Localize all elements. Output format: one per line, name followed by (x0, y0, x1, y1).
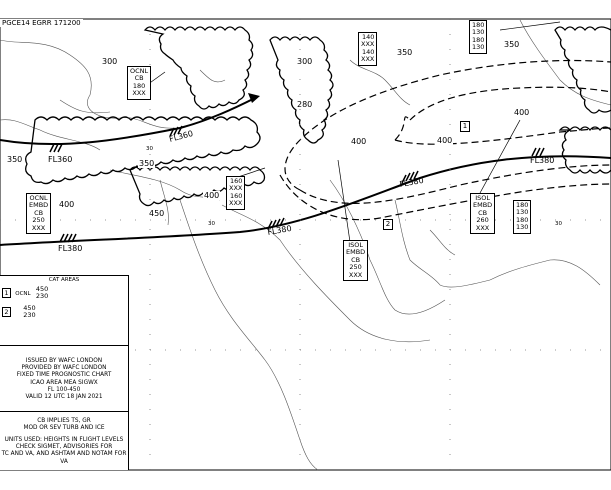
jet-level-label: FL380 (58, 244, 83, 253)
chart-header: PGCE14 EGRR 171200 (2, 19, 81, 27)
level-label: 280 (297, 100, 313, 109)
level-label: 350 (504, 40, 520, 49)
cb-info-box: OCNL CB 180 XXX (127, 66, 151, 100)
level-label: 350 (139, 159, 155, 168)
level-label: 300 (102, 57, 118, 66)
level-label: 400 (514, 108, 530, 117)
level-label: 400 (351, 137, 367, 146)
issuer-info: ISSUED BY WAFC LONDON PROVIDED BY WAFC LONDON FIXED TIME PROGNOSTIC CHART ICAO AREA MEA SIGWX FL 100-450 VALID 12 UTC 18 JAN 2021 (16, 358, 112, 401)
turbulence-info-box: 140 XXX 140 XXX (358, 32, 377, 66)
level-label: 350 (397, 48, 413, 57)
jet-level-label: FL380 (266, 223, 293, 237)
turbulence-info-box: 160 XXX 160 XXX (226, 176, 245, 210)
level-label: 400 (437, 136, 453, 145)
cb-note: CB IMPLIES TS, GR MOD OR SEV TURB AND ICE (23, 418, 105, 432)
level-label: 350 (7, 155, 23, 164)
turbulence-info-box: 180 130 180 130 (469, 20, 487, 54)
cat-areas-title: CAT AREAS (48, 277, 80, 283)
jet-level-label: FL380 (530, 156, 555, 165)
units-note: UNITS USED: HEIGHTS IN FLIGHT LEVELS CHECK SIGMET, ADVISORIES FOR TC AND VA, AND ASHTAM AND NOTAM FOR VA (1, 437, 127, 465)
level-label: 450 (149, 209, 165, 218)
level-label: 400 (204, 191, 220, 200)
jet-level-label: FL360 (168, 128, 195, 144)
level-label: 400 (59, 200, 75, 209)
jet-level-label: FL360 (48, 155, 73, 164)
grid-label: 30 (208, 221, 215, 227)
cb-info-box: OCNL EMBD CB 250 XXX (26, 193, 51, 234)
grid-label: 30 (146, 146, 153, 152)
legend-panel (0, 275, 129, 470)
grid-label: 30 (555, 221, 562, 227)
cat-area-number: 2 (383, 219, 393, 230)
cat-legend-row: 1 OCNL 450 230 (2, 286, 48, 300)
cat-area-number: 1 (460, 121, 470, 132)
jet-level-label: FL380 (398, 175, 425, 189)
cb-info-box: ISOL EMBD CB 260 XXX (470, 193, 495, 234)
turbulence-info-box: 180 130 180 130 (513, 200, 531, 234)
level-label: 300 (297, 57, 313, 66)
cb-info-box: ISOL EMBD CB 250 XXX (343, 240, 368, 281)
cat-legend-row: 2 450 230 (2, 305, 36, 319)
